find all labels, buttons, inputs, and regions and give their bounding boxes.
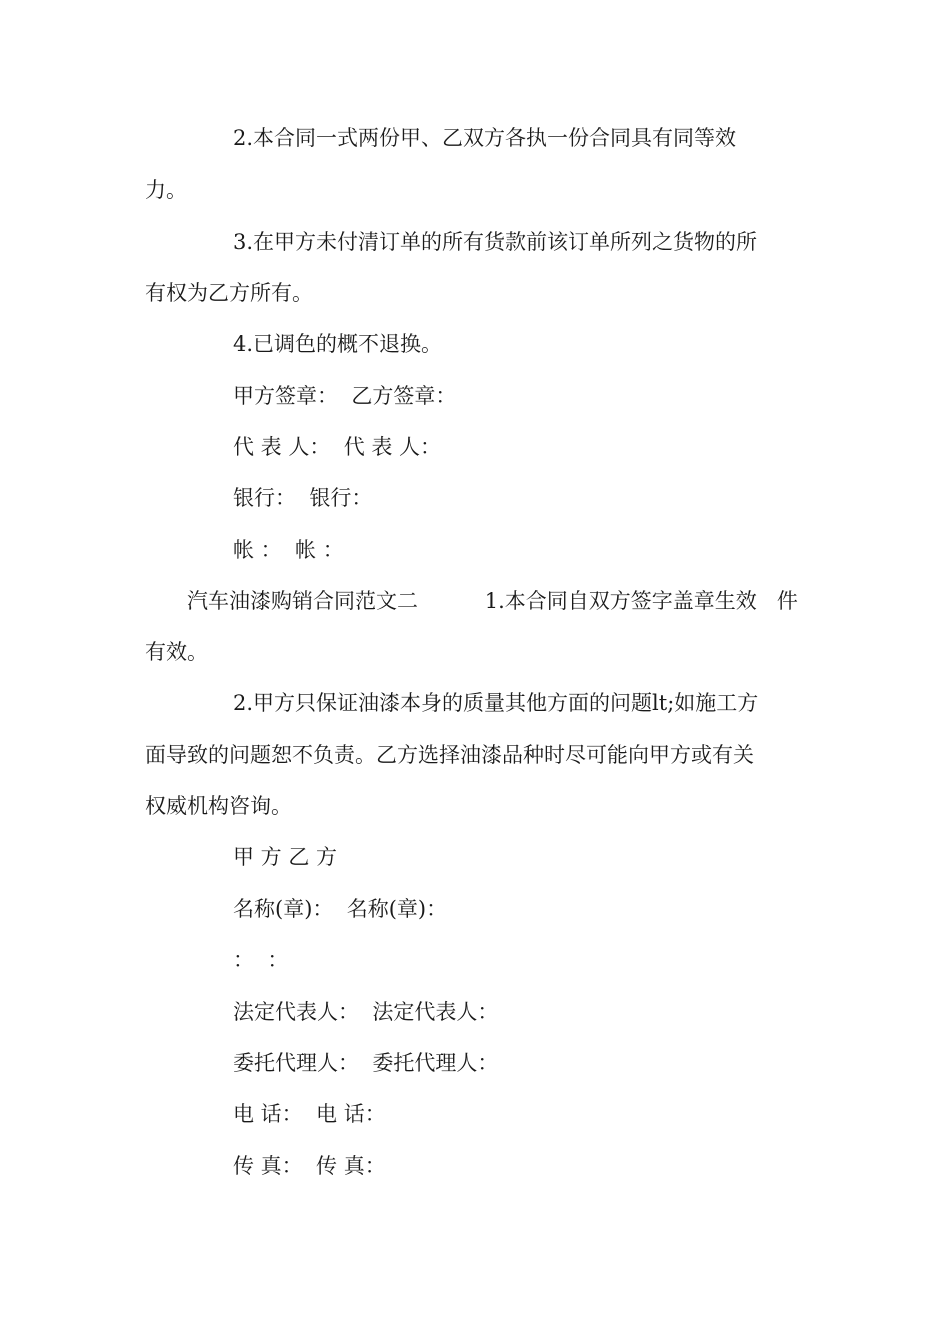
account-label-line: 帐 ： 帐 ： bbox=[233, 538, 344, 562]
paragraph-line: 力。 bbox=[145, 178, 187, 202]
legal-rep-label-line: 法定代表人： 法定代表人： bbox=[233, 1000, 499, 1024]
paragraph-line: 2.本合同一式两份甲、乙双方各执一份合同具有同等效 bbox=[233, 126, 737, 150]
paragraph-line: 有效。 bbox=[145, 640, 208, 664]
paragraph-line: 4.已调色的概不退换。 bbox=[233, 332, 443, 356]
paragraph-line: 2.甲方只保证油漆本身的质量其他方面的问题lt;如施工方 bbox=[233, 691, 759, 715]
party-heading-line: 甲 方 乙 方 bbox=[233, 845, 338, 869]
bank-label-line: 银行： 银行： bbox=[233, 486, 373, 510]
signature-label-line: 甲方签章： 乙方签章： bbox=[233, 384, 457, 408]
blank-label-line: ： ： bbox=[233, 948, 289, 972]
phone-label-line: 电 话： 电 话： bbox=[233, 1102, 386, 1126]
agent-label-line: 委托代理人： 委托代理人： bbox=[233, 1051, 499, 1075]
paragraph-line: 权威机构咨询。 bbox=[145, 794, 292, 818]
fax-label-line: 传 真： 传 真： bbox=[233, 1154, 386, 1178]
section-heading-line: 汽车油漆购销合同范文二 1.本合同自双方签字盖章生效 件 bbox=[187, 589, 798, 613]
name-label-line: 名称(章)： 名称(章)： bbox=[233, 897, 448, 921]
paragraph-line: 面导致的问题恕不负责。乙方选择油漆品种时尽可能向甲方或有关 bbox=[145, 743, 754, 767]
representative-label-line: 代 表 人： 代 表 人： bbox=[233, 435, 442, 459]
paragraph-line: 3.在甲方未付清订单的所有货款前该订单所列之货物的所 bbox=[233, 230, 758, 254]
paragraph-line: 有权为乙方所有。 bbox=[145, 281, 313, 305]
